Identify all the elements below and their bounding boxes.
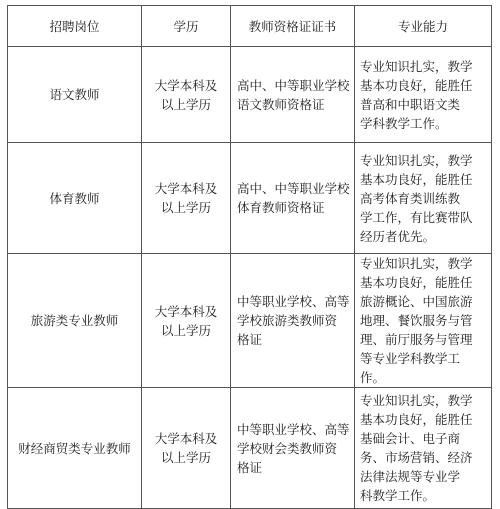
cell-text-line: 大学本科及	[154, 77, 218, 93]
cell-text-line: 旅游概论、中国旅游	[360, 294, 473, 309]
cell-position: 财经商贸类专业教师	[8, 388, 142, 509]
recruitment-table-container	[7, 5, 491, 509]
cell-text-line: 专业知识扎实，教学	[360, 152, 473, 168]
cell-text-line: 务、市场营销、经济	[360, 450, 473, 465]
cell-text-line: 中等职业学校、高等	[237, 294, 350, 309]
cell-text-line: 大学本科及	[154, 303, 218, 319]
cell-text-line: 以上学历	[160, 322, 211, 338]
cell-text-line: 语文教师资格证	[237, 96, 325, 112]
cell-text-line: 学科教学工作。	[360, 115, 448, 131]
table-row	[8, 388, 492, 509]
header-row	[8, 6, 492, 47]
cell-text-line: 基本功良好，能胜任	[360, 171, 473, 187]
cell-position: 旅游类专业教师	[8, 254, 142, 388]
cell-position: 语文教师	[8, 47, 142, 143]
cell-text-line: 经历者优先。	[360, 228, 436, 244]
cell-text-line: 格证	[237, 459, 263, 475]
table-row	[8, 254, 492, 388]
cell-education	[142, 254, 231, 388]
cell-text-line: 高中、中等职业学校	[237, 77, 350, 93]
cell-text-line: 体育教师资格证	[237, 200, 325, 215]
cell-text-line: 学校旅游类教师资	[237, 313, 338, 328]
header-certificate: 教师资格证证书	[231, 6, 355, 47]
table-row	[8, 47, 492, 143]
cell-certificate	[231, 143, 355, 254]
cell-text-line: 中等职业学校、高等	[237, 421, 350, 437]
cell-text-line: 地理、餐饮服务与管	[360, 313, 473, 328]
cell-text-line: 大学本科及	[154, 431, 218, 446]
recruitment-table	[7, 5, 492, 509]
header-position: 招聘岗位	[8, 6, 142, 47]
cell-text-line: 高中、中等职业学校	[237, 181, 350, 196]
cell-text-line: 学工作，有比赛带队	[360, 209, 473, 225]
cell-text-line: 基础会计、电子商	[360, 431, 461, 446]
cell-text-line: 专业知识扎实，教学	[360, 58, 473, 74]
cell-certificate	[231, 47, 355, 143]
cell-ability	[355, 254, 492, 388]
cell-education	[142, 143, 231, 254]
table-row	[8, 143, 492, 254]
cell-certificate	[231, 388, 355, 509]
cell-text-line: 科教学工作。	[360, 488, 436, 503]
cell-text-line: 普高和中职语文类	[360, 96, 461, 112]
header-education: 学历	[142, 6, 231, 47]
cell-ability	[355, 47, 492, 143]
cell-text-line: 基本功良好，能胜任	[360, 77, 473, 93]
cell-ability	[355, 388, 492, 509]
cell-text-line: 法律法规等专业学	[360, 469, 461, 484]
cell-ability	[355, 143, 492, 254]
cell-text-line: 专业知识扎实，教学	[360, 393, 473, 408]
cell-text-line: 高考体育类训练教	[360, 190, 461, 206]
cell-text-line: 作。	[360, 370, 386, 385]
cell-text-line: 大学本科及	[154, 181, 218, 196]
cell-text-line: 以上学历	[160, 450, 211, 465]
cell-text-line: 理、前厅服务与管理	[360, 332, 473, 347]
cell-education	[142, 47, 231, 143]
cell-text-line: 等专业学科教学工	[360, 351, 461, 366]
cell-text-line: 格证	[237, 332, 263, 347]
cell-text-line: 基本功良好，能胜任	[360, 412, 473, 427]
cell-text-line: 专业知识扎实，教学	[360, 256, 473, 271]
cell-position: 体育教师	[8, 143, 142, 254]
cell-text-line: 以上学历	[160, 200, 211, 215]
cell-text-line: 学校财会类教师资	[237, 440, 338, 456]
cell-text-line: 基本功良好，能胜任	[360, 275, 473, 290]
cell-certificate	[231, 254, 355, 388]
cell-text-line: 以上学历	[160, 96, 211, 112]
header-ability: 专业能力	[355, 6, 492, 47]
cell-education	[142, 388, 231, 509]
